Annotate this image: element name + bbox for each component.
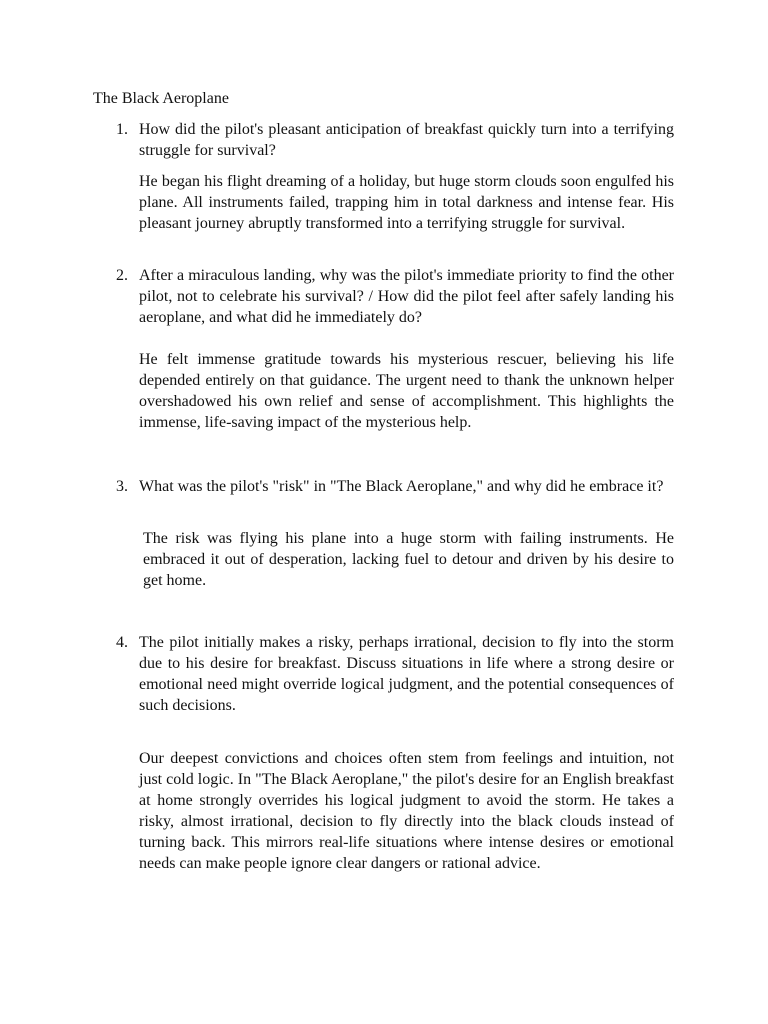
question-number-4: 4. (116, 634, 128, 651)
answer-3-text: The risk was flying his plane into a huge storm with failing instruments. He embraced it out of desperation, lacking fuel to detour and driven by his desire to get home. (143, 530, 674, 589)
question-1-text: How did the pilot's pleasant anticipation of breakfast quickly turn into a terrifying struggle for survival? (139, 121, 674, 159)
question-number-1: 1. (116, 121, 128, 138)
question-2-text: After a miraculous landing, why was the pilot's immediate priority to find the other pilot, not to celebrate his survival? / How did the pilot feel after safely landing his aeroplane, and what did he immediately do? (139, 267, 674, 326)
answer-1-text: He began his flight dreaming of a holiday, but huge storm clouds soon engulfed his plane. All instruments failed, trapping him in total darkness and intense fear. His pleasant journey abruptly transformed into a terrifying struggle for survival. (139, 173, 674, 232)
answer-4-text: Our deepest convictions and choices often stem from feelings and intuition, not just cold logic. In "The Black Aeroplane," the pilot's desire for an English breakfast at home strongly overrides his logical judgment to avoid the storm. He takes a risky, almost irrational, decision to fly directly into the black clouds instead of turning back. This mirrors real-life situations where intense desires or emotional needs can make people ignore clear dangers or rational advice. (139, 750, 674, 872)
question-3-text: What was the pilot's "risk" in "The Black Aeroplane," and why did he embrace it? (139, 478, 664, 495)
question-number-2: 2. (116, 267, 128, 284)
answer-2-text: He felt immense gratitude towards his mysterious rescuer, believing his life depended entirely on that guidance. The urgent need to thank the unknown helper overshadowed his own relief and sense of accomplishment. This highlights the immense, life-saving impact of the mysterious help. (139, 351, 674, 431)
document-title: The Black Aeroplane (93, 90, 229, 107)
question-4-text: The pilot initially makes a risky, perhaps irrational, decision to fly into the storm due to his desire for breakfast. Discuss situations in life where a strong desire or emotional need might override logical judgment, and the potential consequences of such decisions. (139, 634, 674, 714)
question-number-3: 3. (116, 478, 128, 495)
